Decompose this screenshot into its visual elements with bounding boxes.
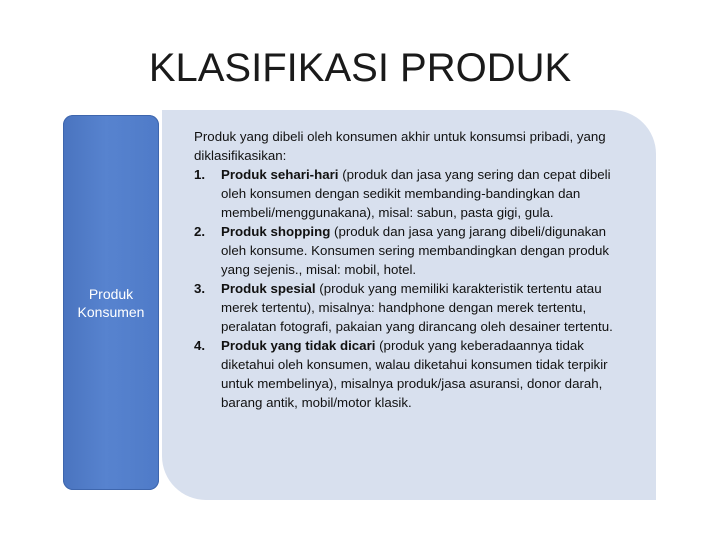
- list-number: 3.: [194, 281, 206, 296]
- description-content: [194, 127, 634, 412]
- list-description: (produk dan jasa yang jarang dibeli/digunakan oleh konsume. Konsumen sering membandingkan dengan produk yang sejenis., misal: mobil, hotel.: [221, 224, 610, 277]
- list-item: [194, 165, 634, 222]
- list-item: [194, 279, 634, 336]
- list-number: 4.: [194, 338, 206, 353]
- list-item: [194, 336, 634, 412]
- category-label: Produk Konsumen: [77, 285, 145, 320]
- category-box: [63, 115, 159, 490]
- list-description: (produk dan jasa yang sering dan cepat dibeli oleh konsumen dengan sedikit membanding-bandingkan dan membeli/menggunakana), misal: sabun, pasta gigi, gula.: [221, 167, 611, 220]
- list-description: (produk yang keberadaannya tidak diketahui oleh konsumen, walau diketahui konsumen tidak terpikir untuk membelinya), misalnya produk/jasa asuransi, donor darah, barang antik, mobil/motor klasik.: [221, 338, 608, 410]
- list-term: Produk shopping: [221, 224, 331, 239]
- list-term: Produk sehari-hari: [221, 167, 339, 182]
- list-number: 1.: [194, 167, 206, 182]
- list-term: Produk spesial: [221, 281, 316, 296]
- list-term: Produk yang tidak dicari: [221, 338, 376, 353]
- intro-text: Produk yang dibeli oleh konsumen akhir untuk konsumsi pribadi, yang diklasifikasikan:: [194, 129, 606, 163]
- classification-list: [194, 165, 634, 412]
- list-description: (produk yang memiliki karakteristik tertentu atau merek tertentu), misalnya: handphone dengan merek tertentu, peralatan fotografi, pakaian yang dirancang oleh desainer tertentu.: [221, 281, 613, 334]
- list-item: [194, 222, 634, 279]
- list-number: 2.: [194, 224, 206, 239]
- slide-title: KLASIFIKASI PRODUK: [148, 46, 572, 90]
